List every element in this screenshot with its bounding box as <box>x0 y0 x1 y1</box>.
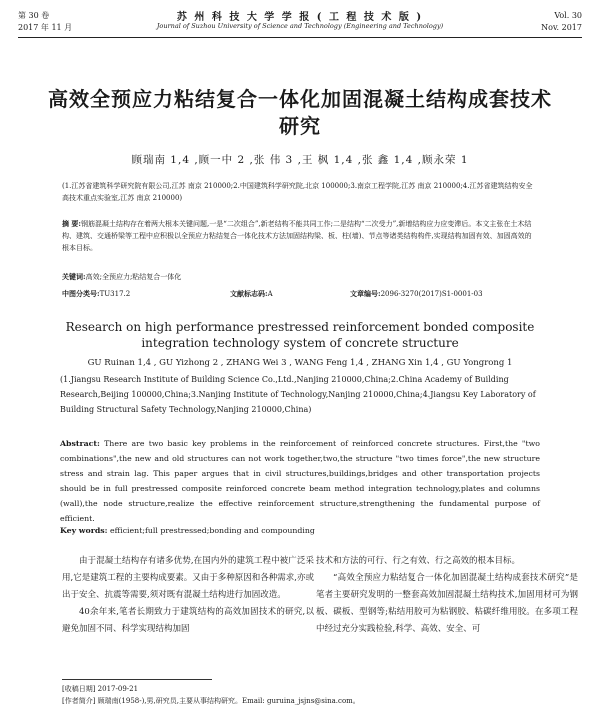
authors-en: GU Ruinan 1,4 , GU Yizhong 2 , ZHANG Wei 3 , WANG Feng 1,4 , ZHANG Xin 1,4 , GU Yongrong 1 <box>87 358 513 368</box>
keywords-en <box>60 525 540 537</box>
paper-title-en: Research on high performance prestressed reinforcement bonded composite integration technology system of concrete structure <box>65 320 535 350</box>
date-cn: 2017 年 11 月 <box>18 23 73 32</box>
keywords-en-label: Key words: <box>60 526 108 535</box>
journal-header <box>18 8 582 42</box>
document-code: 文献标志码:A <box>230 289 273 298</box>
header-right <box>541 10 582 34</box>
body-paragraph: 技术和方法的可行、行之有效、行之高效的根本目标。 <box>316 556 521 566</box>
received-date: [收稿日期] 2017-09-21 <box>62 685 139 693</box>
keywords-cn-text: 高效;全预应力;粘结复合一体化 <box>85 273 182 281</box>
footnote <box>62 683 570 707</box>
paper-title-cn: 高效全预应力粘结复合一体化加固混凝土结构成套技术研究 <box>48 87 552 138</box>
keywords-en-text: efficient;full prestressed;bonding and compounding <box>110 526 315 535</box>
keywords-cn-label: 关键词: <box>62 272 86 281</box>
body-column-left <box>62 553 314 638</box>
header-rule <box>18 37 582 38</box>
classification-line <box>62 288 538 300</box>
date-en: Nov. 2017 <box>541 23 582 32</box>
volume-en: Vol. 30 <box>554 11 582 20</box>
footnote-rule <box>62 679 212 680</box>
journal-name-en: Journal of Suzhou University of Science and Technology (Engineering and Technology) <box>156 22 444 30</box>
abstract-cn <box>62 218 538 254</box>
journal-name-cn: 苏 州 科 技 大 学 学 报 ( 工 程 技 术 版 ) <box>176 12 424 23</box>
abstract-en-label: Abstract: <box>60 439 100 448</box>
abstract-en-text: There are two basic key problems in the reinforcement of reinforced concrete structures. First,the "two combinations",the new and old structures can not work together,two,the structure "two times force",the new structure stress and strain lag. This paper argues that in civil structures,buildings,bridges and other transportation projects should be in full prestressed composite reinforced concrete beam method integration technology,plates and columns (wall),the node structure,realize the effective reinforcement structure,strengthening the fundamental purpose of efficient. <box>60 439 541 523</box>
author-info: [作者简介] 顾瑞南(1958-),男,研究员,主要从事结构研究。Email: guruina_jsjns@sina.com。 <box>62 697 360 705</box>
affiliation-en: (1.Jiangsu Research Institute of Building Science Co.,Ltd.,Nanjing 210000,China;2.China Academy of Building Research,Beijing 100000,China;3.Nanjing Institute of Technology,Nanjing 210000,China;4.Jiangsu Key Laboratory of Building Structural Safety Technology,Nanjing 210000,China) <box>60 375 536 414</box>
body-paragraph: “高效全预应力粘结复合一体化加固混凝土结构成套技术研究”是笔者主要研究发明的一整套高效加固混凝土结构技术,加固用材可为钢板、碳板、型钢等;粘结用胶可为粘钢胶、粘碳纤维用胶。在多项工程中经过充分实践检验,科学、高效、安全、可 <box>316 573 578 634</box>
abstract-en <box>60 436 540 526</box>
body-column-right <box>316 553 578 638</box>
body-paragraph: 由于混凝土结构存有诸多优势,在国内外的建筑工程中被广泛采用,它是建筑工程的主要构成要素。又由于多种原因和各种需求,亦或出于安全、抗震等需要,须对既有混凝土结构进行加固改造。 <box>62 556 314 600</box>
affiliation-cn: (1.江苏省建筑科学研究院有限公司,江苏 南京 210000;2.中国建筑科学研究院,北京 100000;3.南京工程学院,江苏 南京 210000;4.江苏省建筑结构安全高技术重点实验室,江苏 南京 210000) <box>62 182 533 202</box>
body-paragraph: 40余年来,笔者长期致力于建筑结构的高效加固技术的研究,以避免加固不同、科学实现结构加固 <box>62 607 314 634</box>
abstract-cn-label: 摘 要: <box>62 219 82 228</box>
keywords-cn <box>62 271 538 283</box>
volume-cn: 第 30 卷 <box>18 11 50 20</box>
authors-cn: 顾瑞南 1,4 ,顾一中 2 ,张 伟 3 ,王 枫 1,4 ,张 鑫 1,4 ,顾永荣 1 <box>131 154 469 166</box>
clc-number: 中图分类号:TU317.2 <box>62 289 131 298</box>
article-number: 文章编号:2096-3270(2017)S1-0001-03 <box>350 289 483 298</box>
abstract-cn-text: 钢筋混凝土结构存在着两大根本关键问题,一是“二次组合”,新老结构不能共同工作;二是结构“二次受力”,新增结构应力应变滞后。本文主张在土木结构、建筑、交通桥梁等工程中应积极以全预应力粘结复合一体化技术方法加固结构梁、板、柱(墙)、节点等诸类结构构件,实现结构加固有效、加固高效的根本目标。 <box>62 220 532 252</box>
